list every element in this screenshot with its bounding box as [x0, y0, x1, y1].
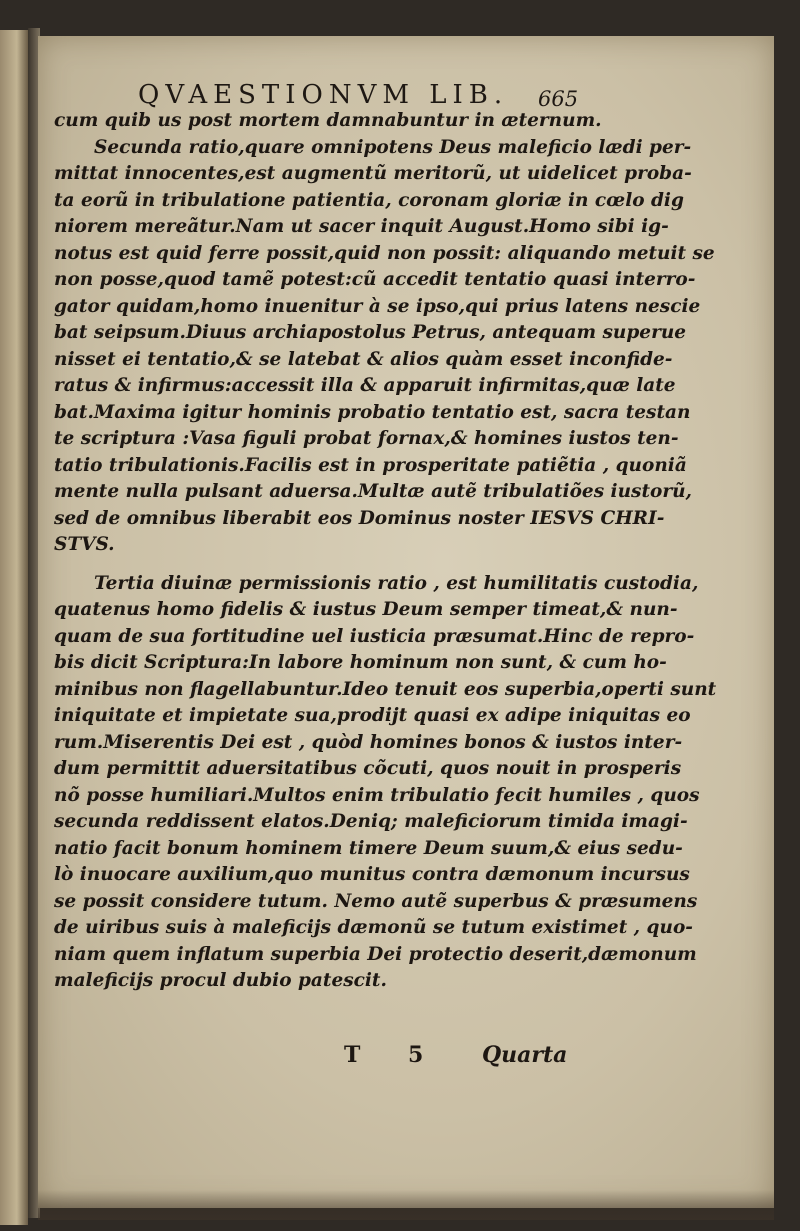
- text-line: nõ posse humiliari.Multos enim tribulatio fecit humiles , quos: [54, 784, 700, 806]
- signature-mark: T 5: [344, 1042, 444, 1068]
- page-bottom-shadow: [38, 1190, 774, 1220]
- text-line: maleficijs procul dubio patescit.: [54, 970, 387, 991]
- body-text: [54, 108, 717, 995]
- text-line: Secunda ratio,quare omnipotens Deus maleficio lædi per-: [94, 136, 692, 158]
- page-number: 665: [538, 87, 579, 111]
- text-line: ratus & infirmus:accessit illa & apparuit infirmitas,quæ late: [54, 375, 676, 396]
- text-line: non posse,quod tamẽ potest:cũ accedit tentatio quasi interro-: [54, 269, 696, 290]
- running-title: QVAESTIONVM LIB.: [138, 80, 509, 110]
- text-line: iniquitate et impietate sua,prodijt quasi ex adipe iniquitas eo: [54, 705, 691, 726]
- text-line: ta eorũ in tribulatione patientia, coronam gloriæ in cœlo dig: [54, 189, 684, 211]
- text-line: mente nulla pulsant aduersa.Multæ autẽ tribulatiões iustorũ,: [54, 481, 692, 502]
- text-line: bat seipsum.Diuus archiapostolus Petrus, antequam superue: [54, 322, 687, 343]
- text-line: notus est quid ferre possit,quid non possit: aliquando metuit se: [54, 242, 715, 264]
- page-footer: [300, 1042, 600, 1072]
- text-line: de uiribus suis à maleficijs dæmonũ se tutum existimet , quo-: [54, 917, 693, 938]
- paragraph-gap: [54, 559, 634, 571]
- text-line: nisset ei tentatio,& se latebat & alios quàm esset inconfide-: [54, 348, 673, 370]
- text-line: se possit considere tutum. Nemo autẽ superbus & præsumens: [54, 890, 698, 912]
- text-line: tatio tribulationis.Facilis est in prosperitate patiẽtia , quoniã: [54, 454, 687, 476]
- text-line: lò inuocare auxilium,quo munitus contra dæmonum incursus: [54, 864, 690, 885]
- text-line: natio facit bonum hominem timere Deum suum,& eius sedu-: [54, 837, 683, 859]
- text-line: cum quib us post mortem damnabuntur in æternum.: [54, 110, 602, 131]
- facing-page-edge: [0, 30, 28, 1225]
- text-line: niam quem inflatum superbia Dei protectio deserit,dæmonum: [54, 943, 697, 965]
- text-line: niorem mereãtur.Nam ut sacer inquit August.Homo sibi ig-: [54, 216, 669, 237]
- text-line: sed de omnibus liberabit eos Dominus noster IESVS CHRI-: [54, 507, 665, 529]
- text-line: mittat innocentes,est augmentũ meritorũ, ut uidelicet proba-: [54, 163, 692, 184]
- text-line: dum permittit aduersitatibus cõcuti, quos nouit in prosperis: [54, 758, 682, 779]
- text-line: secunda reddissent elatos.Deniq; maleficiorum timida imagi-: [54, 811, 688, 832]
- text-line: bis dicit Scriptura:In labore hominum non sunt, & cum ho-: [54, 652, 667, 673]
- text-line: Tertia diuinæ permissionis ratio , est humilitatis custodia,: [94, 572, 699, 594]
- text-line: quam de sua fortitudine uel iusticia præsumat.Hinc de repro-: [54, 625, 695, 647]
- text-line: bat.Maxima igitur hominis probatio tentatio est, sacra testan: [54, 401, 691, 423]
- text-line: quatenus homo fidelis & iustus Deum semper timeat,& nun-: [54, 599, 678, 620]
- text-line: te scriptura :Vasa figuli probat fornax,& homines iustos ten-: [54, 428, 679, 449]
- text-line: gator quidam,homo inuenitur à se ipso,qui prius latens nescie: [54, 295, 701, 317]
- text-line: rum.Miserentis Dei est , quòd homines bonos & iustos inter-: [54, 731, 683, 753]
- text-line: minibus non flagellabuntur.Ideo tenuit eos superbia,operti sunt: [54, 678, 717, 700]
- catchword: Quarta: [482, 1042, 568, 1068]
- text-line: STVS.: [54, 534, 115, 555]
